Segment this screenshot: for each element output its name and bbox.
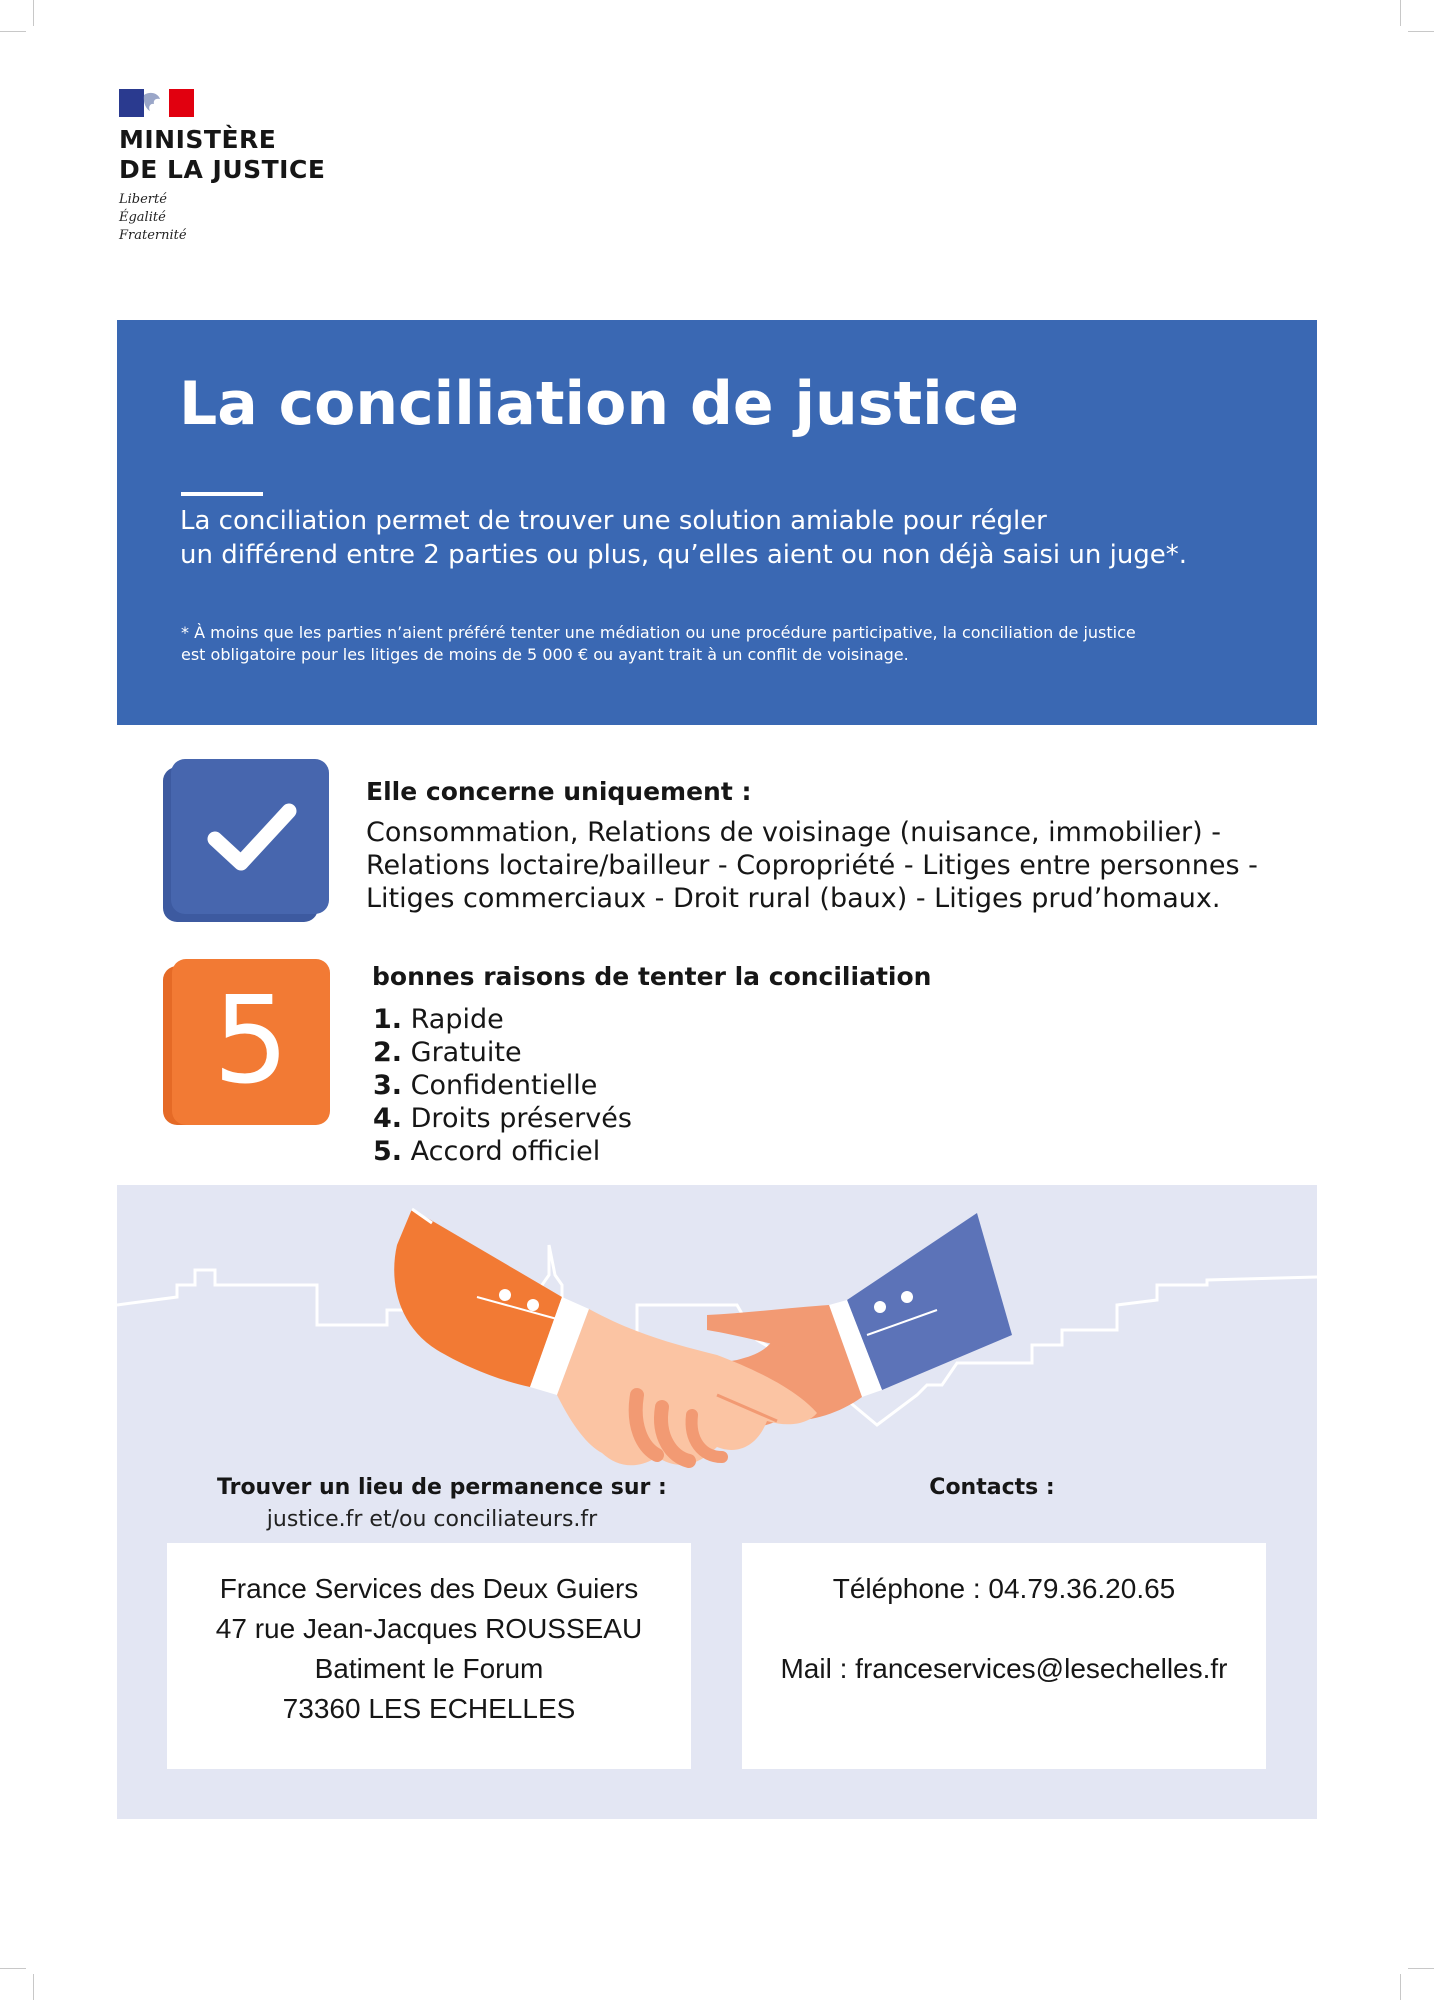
title-divider xyxy=(181,492,263,496)
hero-banner xyxy=(117,320,1317,725)
crop-mark xyxy=(1408,31,1434,32)
contact-spacer xyxy=(742,1609,1266,1649)
ministry-name-line1: MINISTÈRE xyxy=(119,125,277,154)
reason-number: 2. xyxy=(373,1037,403,1068)
crop-mark xyxy=(1400,1974,1401,2000)
reason-number: 3. xyxy=(373,1070,403,1101)
number-five: 5 xyxy=(212,972,290,1111)
crop-mark xyxy=(0,31,26,32)
concern-title: Elle concerne uniquement : xyxy=(366,777,752,806)
reason-number: 1. xyxy=(373,1004,403,1035)
ministry-logo xyxy=(119,89,325,245)
checkmark-tile xyxy=(171,759,329,914)
list-item xyxy=(373,1003,632,1036)
footnote xyxy=(181,622,1281,666)
page-title: La conciliation de justice xyxy=(179,369,1019,439)
reasons-title: bonnes raisons de tenter la conciliation xyxy=(372,962,932,991)
address-line: 73360 LES ECHELLES xyxy=(282,1693,576,1724)
reason-label: Gratuite xyxy=(410,1037,522,1068)
marianne-flag-icon xyxy=(119,89,194,117)
number-five-tile xyxy=(172,959,330,1125)
address-line: Batiment le Forum xyxy=(314,1653,544,1684)
concern-list xyxy=(366,816,1306,915)
contacts-title: Contacts : xyxy=(929,1475,1055,1500)
list-item xyxy=(373,1036,632,1069)
footnote-line: est obligatoire pour les litiges de moins de 5 000 € ou ayant trait à un conflit de voisinage. xyxy=(181,645,909,664)
checkmark-icon xyxy=(171,759,329,914)
phone-number[interactable]: Téléphone : 04.79.36.20.65 xyxy=(832,1573,1176,1604)
intro-text xyxy=(180,504,1280,572)
intro-line: un différend entre 2 parties ou plus, qu’elles aient ou non déjà saisi un juge*. xyxy=(180,540,1188,570)
concern-line: Litiges commerciaux - Droit rural (baux) - Litiges prud’homaux. xyxy=(366,883,1221,914)
crop-mark xyxy=(1408,1968,1434,1969)
ministry-name-line2: DE LA JUSTICE xyxy=(119,155,326,184)
list-item xyxy=(373,1135,632,1168)
list-item xyxy=(373,1069,632,1102)
footnote-line: * À moins que les parties n’aient préféré tenter une médiation ou une procédure participative, la conciliation de justice xyxy=(181,623,1136,642)
crop-mark xyxy=(0,1968,26,1969)
reason-label: Rapide xyxy=(410,1004,504,1035)
concern-line: Consommation, Relations de voisinage (nuisance, immobilier) - xyxy=(366,817,1222,848)
reason-label: Accord officiel xyxy=(410,1136,601,1167)
reason-label: Confidentielle xyxy=(410,1070,598,1101)
reason-number: 5. xyxy=(373,1136,403,1167)
email-address[interactable]: Mail : franceservices@lesechelles.fr xyxy=(780,1653,1228,1684)
address-card xyxy=(167,1543,691,1769)
address-lines xyxy=(167,1569,691,1729)
crop-mark xyxy=(33,1974,34,2000)
reason-label: Droits préservés xyxy=(410,1103,632,1134)
address-line: France Services des Deux Guiers xyxy=(219,1573,639,1604)
republic-motto xyxy=(119,191,325,245)
crop-mark xyxy=(1400,0,1401,26)
list-item xyxy=(373,1102,632,1135)
find-websites: justice.fr et/ou conciliateurs.fr xyxy=(266,1507,598,1532)
intro-line: La conciliation permet de trouver une solution amiable pour régler xyxy=(180,506,1047,536)
concern-line: Relations loctaire/bailleur - Copropriété - Litiges entre personnes - xyxy=(366,850,1258,881)
motto-fraternite: Fraternité xyxy=(119,228,187,243)
address-line: 47 rue Jean-Jacques ROUSSEAU xyxy=(215,1613,643,1644)
ministry-name xyxy=(119,125,325,185)
reason-number: 4. xyxy=(373,1103,403,1134)
motto-egalite: Égalité xyxy=(119,210,166,225)
crop-mark xyxy=(33,0,34,26)
motto-liberte: Liberté xyxy=(119,192,167,207)
find-title: Trouver un lieu de permanence sur : xyxy=(217,1475,667,1500)
contact-lines xyxy=(742,1569,1266,1689)
reasons-list xyxy=(373,1003,632,1168)
contacts-card xyxy=(742,1543,1266,1769)
contact-panel xyxy=(117,1185,1317,1819)
